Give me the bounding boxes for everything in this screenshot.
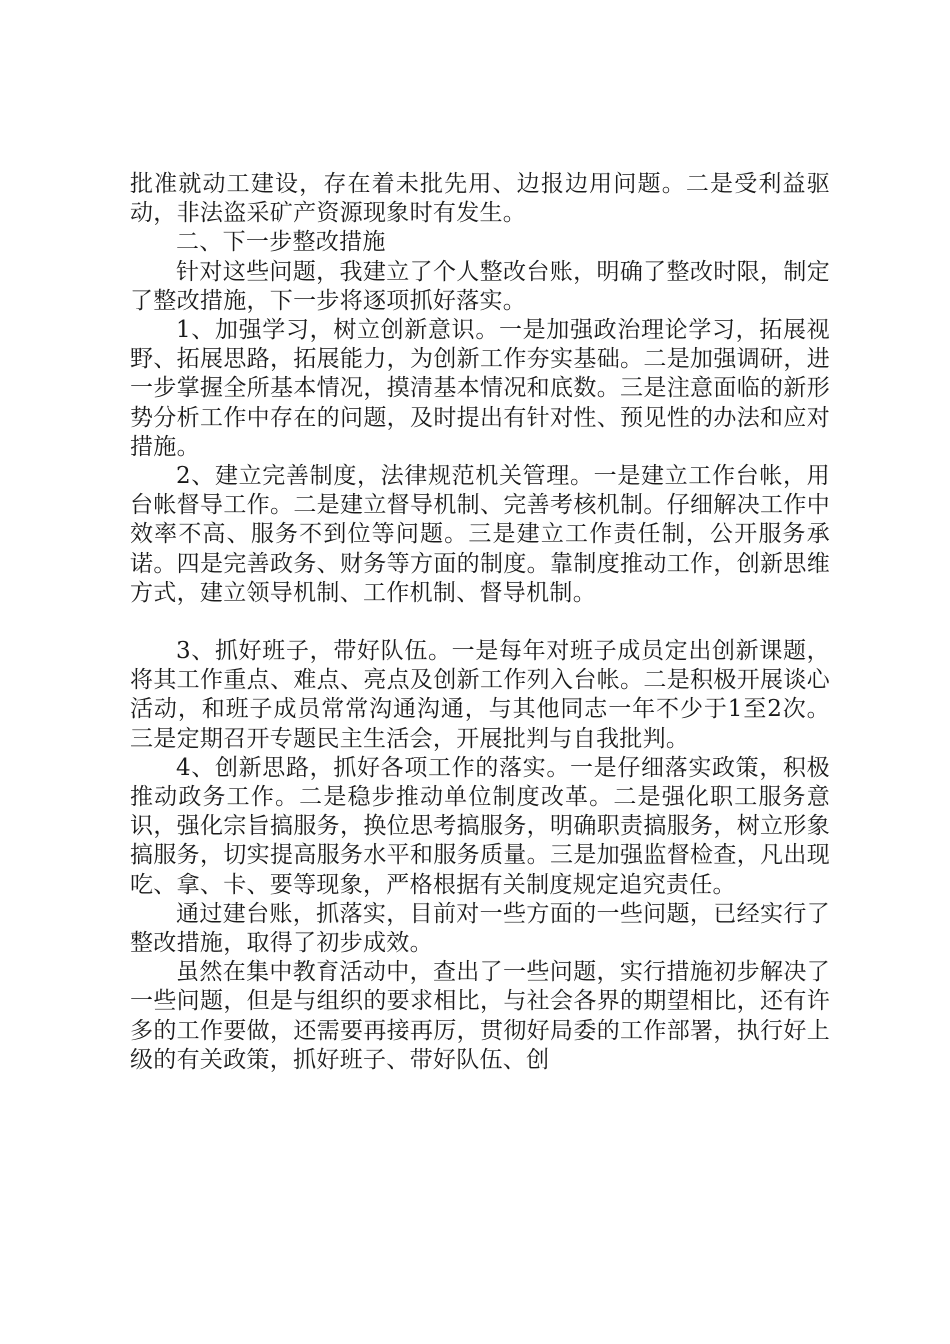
section-heading: 二、下一步整改措施 [176,229,386,256]
paragraph-continued: 批准就动工建设，存在着未批先用、边报边用问题。二是受利益驱动，非法盗采矿产资源现象时有发生。 [130,171,830,227]
paragraph: 针对这些问题，我建立了个人整改台账，明确了整改时限，制定了整改措施，下一步将逐项抓好落实。 [130,258,830,314]
paragraph: 通过建台账，抓落实，目前对一些方面的一些问题，已经实行了整改措施，取得了初步成效。 [130,900,830,957]
paragraph-item-3: 3、抓好班子，带好队伍。一是每年对班子成员定出创新课题，将其工作重点、难点、亮点及创新工作列入台帐。二是积极开展谈心活动，和班子成员常常沟通沟通，与其他同志一年不少于1至2次。三是定期召开专题民主生活会，开展批判与自我批判。 [130,638,830,752]
paragraph-item-1: 1、加强学习，树立创新意识。一是加强政治理论学习，拓展视野、拓展思路，拓展能力，为创新工作夯实基础。二是加强调研，进一步掌握全所基本情况，摸清基本情况和底数。三是注意面临的新形势分析工作中存在的问题，及时提出有针对性、预见性的办法和应对措施。 [130,317,830,460]
document-body [130,170,830,1075]
paragraph-item-2: 2、建立完善制度，法律规范机关管理。一是建立工作台帐，用台帐督导工作。二是建立督导机制、完善考核机制。仔细解决工作中效率不高、服务不到位等问题。三是建立工作责任制，公开服务承诺。四是完善政务、财务等方面的制度。靠制度推动工作，创新思维方式，建立领导机制、工作机制、督导机制。 [130,463,830,606]
paragraph-item-4: 4、创新思路，抓好各项工作的落实。一是仔细落实政策，积极推动政务工作。二是稳步推动单位制度改革。二是强化职工服务意识，强化宗旨搞服务，换位思考搞服务，明确职责搞服务，树立形象搞服务，切实提高服务水平和服务质量。三是加强监督检查，凡出现吃、拿、卡、要等现象，严格根据有关制度规定追究责任。 [130,754,830,898]
paragraph: 虽然在集中教育活动中，查出了一些问题，实行措施初步解决了一些问题，但是与组织的要求相比，与社会各界的期望相比，还有许多的工作要做，还需要再接再厉，贯彻好局委的工作部署，执行好上级的有关政策，抓好班子、带好队伍、创 [130,959,830,1073]
